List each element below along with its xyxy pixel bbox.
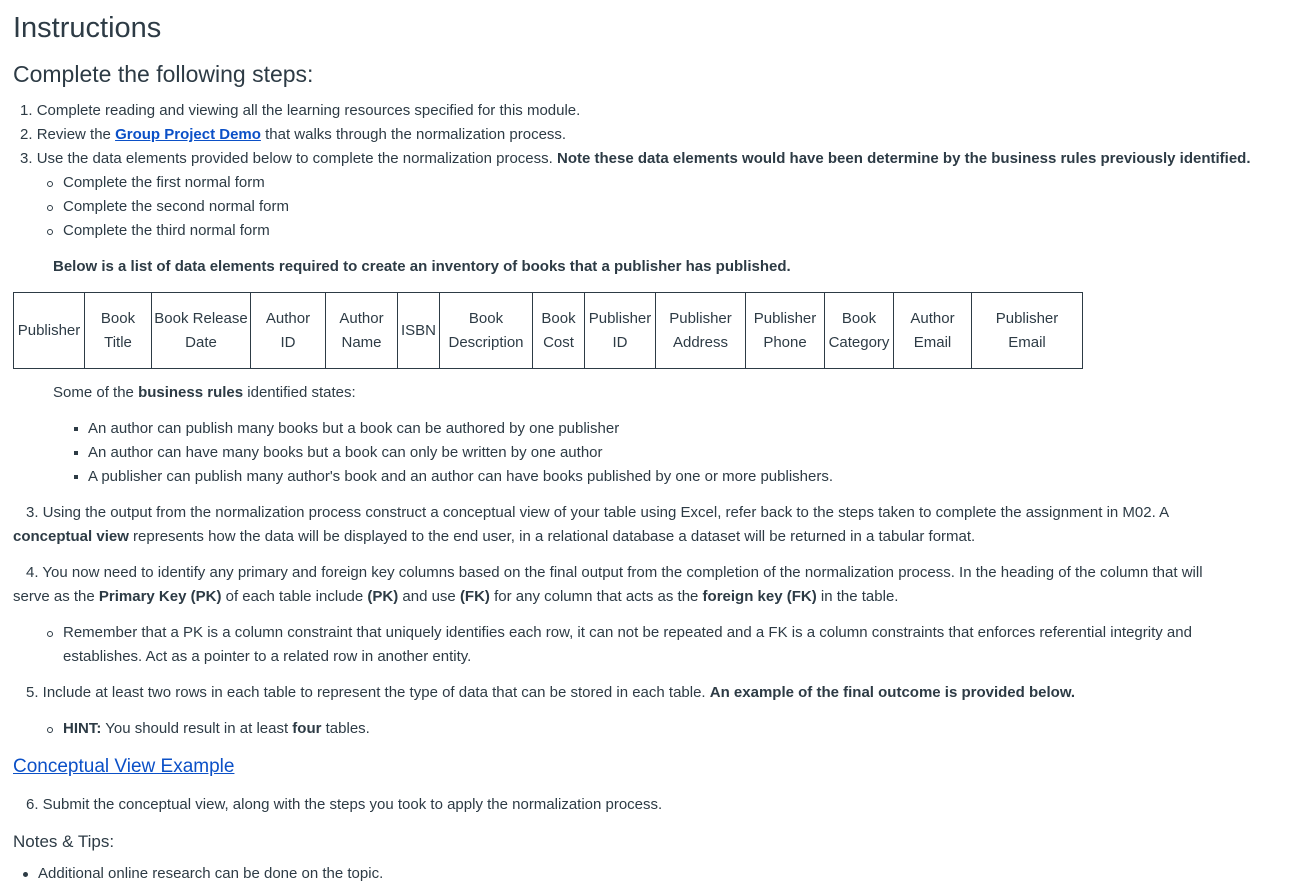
business-rule-item: An author can publish many books but a book can be authored by one publisher bbox=[88, 420, 620, 437]
step-3-conceptual: 3. Using the output from the normalization process construct a conceptual view of your table using Excel, refer back to the steps taken to complete the assignment in M02. A bbox=[26, 504, 1170, 521]
circle-bullet-icon bbox=[47, 229, 53, 235]
step-note-bold: Note these data elements would have been determine by the business rules previously identified. bbox=[556, 150, 1251, 167]
step-1 bbox=[20, 99, 580, 123]
pk-fk-note-line2: establishes. Act as a pointer to a related row in another entity. bbox=[63, 648, 472, 665]
page-title: Instructions bbox=[13, 12, 162, 44]
note-item: Additional online research can be done on the topic. bbox=[38, 865, 384, 882]
notes-title: Notes & Tips: bbox=[13, 832, 115, 851]
step-number: 1. bbox=[20, 102, 33, 119]
table-cell: Author Email bbox=[894, 293, 972, 369]
business-rule-item: A publisher can publish many author's book and an author can have books published by one or more publishers. bbox=[88, 468, 834, 485]
data-elements-table bbox=[13, 292, 1083, 369]
step-text: Complete reading and viewing all the learning resources specified for this module. bbox=[36, 102, 581, 119]
bullet-icon bbox=[23, 872, 28, 877]
step-4-cont: serve as the Primary Key (PK) of each table include (PK) and use (FK) for any column that acts as the foreign key (FK) in the table. bbox=[13, 588, 899, 605]
step-3 bbox=[20, 147, 1251, 171]
group-project-demo-link[interactable]: Group Project Demo bbox=[115, 126, 261, 143]
step-3-conceptual-cont: conceptual view represents how the data will be displayed to the end user, in a relational database a dataset will be returned in a tabular format. bbox=[13, 528, 976, 545]
table-cell: Author Name bbox=[326, 293, 398, 369]
table-cell: Book Category bbox=[825, 293, 894, 369]
business-rules-intro: Some of the business rules identified states: bbox=[53, 384, 356, 401]
table-cell: Author ID bbox=[251, 293, 326, 369]
square-bullet-icon bbox=[74, 475, 78, 479]
table-cell: Publisher Phone bbox=[746, 293, 825, 369]
data-elements-intro: Below is a list of data elements required to create an inventory of books that a publisher has published. bbox=[53, 258, 791, 275]
hint: HINT: You should result in at least four tables. bbox=[63, 720, 370, 737]
step-6: 6. Submit the conceptual view, along with the steps you took to apply the normalization process. bbox=[26, 796, 663, 813]
substep-3: Complete the third normal form bbox=[63, 222, 270, 239]
step-5: 5. Include at least two rows in each table to represent the type of data that can be stored in each table. An example of the final outcome is provided below. bbox=[26, 684, 1076, 701]
circle-bullet-icon bbox=[47, 631, 53, 637]
table-cell: Publisher Email bbox=[972, 293, 1083, 369]
table-cell: Book Release Date bbox=[152, 293, 251, 369]
table-cell: Book Cost bbox=[533, 293, 585, 369]
table-cell: Book Description bbox=[440, 293, 533, 369]
substep-2: Complete the second normal form bbox=[63, 198, 289, 215]
table-cell: Book Title bbox=[85, 293, 152, 369]
conceptual-view-example-link[interactable]: Conceptual View Example bbox=[13, 756, 235, 777]
square-bullet-icon bbox=[74, 451, 78, 455]
step-text: Use the data elements provided below to complete the normalization process. bbox=[36, 150, 557, 167]
step-number: 2. bbox=[20, 126, 33, 143]
pk-fk-note-line1: Remember that a PK is a column constraint that uniquely identifies each row, it can not be repeated and a FK is a column constraints that enforces referential integrity and bbox=[63, 624, 1192, 641]
step-text-pre: Review the bbox=[36, 126, 116, 143]
step-2 bbox=[20, 123, 566, 147]
circle-bullet-icon bbox=[47, 181, 53, 187]
substep-1: Complete the first normal form bbox=[63, 174, 265, 191]
section-subtitle: Complete the following steps: bbox=[13, 61, 314, 87]
table-cell: ISBN bbox=[398, 293, 440, 369]
step-text-post: that walks through the normalization process. bbox=[260, 126, 567, 143]
table-cell: Publisher bbox=[14, 293, 85, 369]
step-4: 4. You now need to identify any primary and foreign key columns based on the final output from the completion of the normalization process. In the heading of the column that will bbox=[26, 564, 1203, 581]
circle-bullet-icon bbox=[47, 205, 53, 211]
table-cell: Publisher ID bbox=[585, 293, 656, 369]
table-cell: Publisher Address bbox=[656, 293, 746, 369]
circle-bullet-icon bbox=[47, 727, 53, 733]
table-row bbox=[14, 293, 1083, 369]
square-bullet-icon bbox=[74, 427, 78, 431]
business-rule-item: An author can have many books but a book can only be written by one author bbox=[88, 444, 603, 461]
step-number: 3. bbox=[20, 150, 33, 167]
